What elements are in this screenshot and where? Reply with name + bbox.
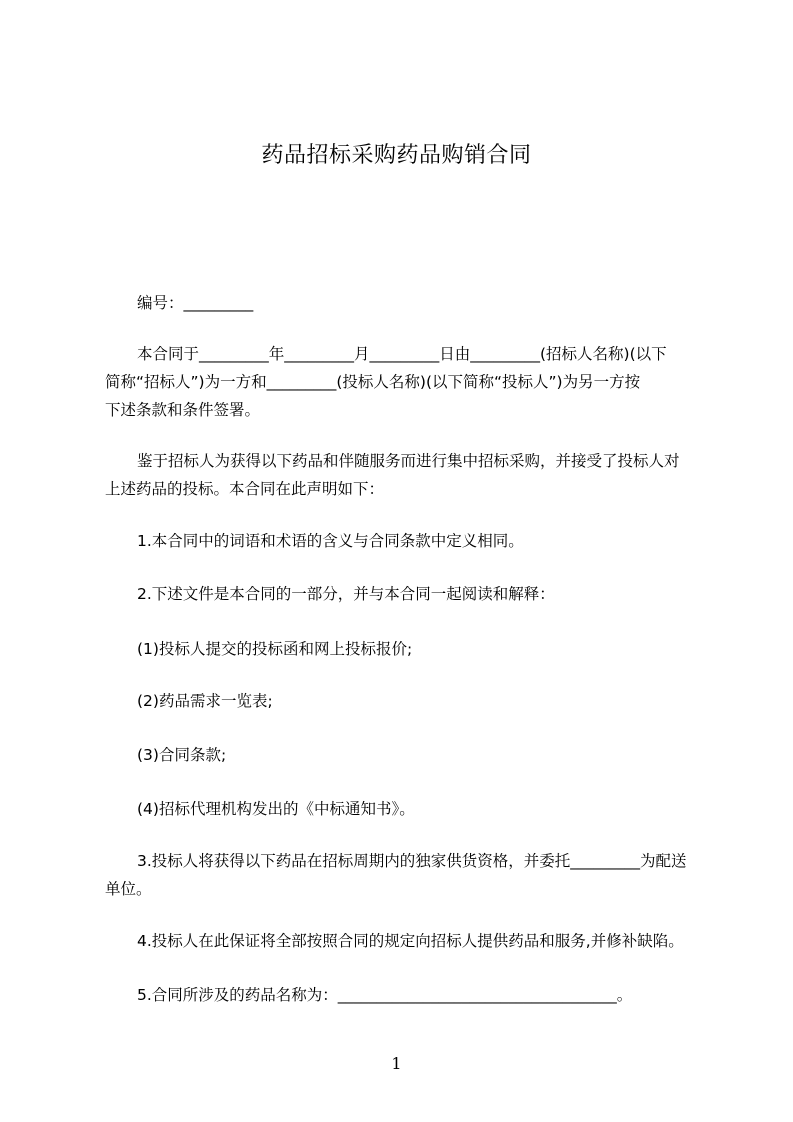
clause-1: 1.本合同中的词语和术语的含义与合同条款中定义相同。 <box>137 532 524 550</box>
contract-number-line: 编号：_________ <box>137 294 254 312</box>
clause-3-line-2: 单位。 <box>105 880 152 898</box>
clause-2: 2.下述文件是本合同的一部分，并与本合同一起阅读和解释： <box>137 585 555 603</box>
clause-3-line-1: 3.投标人将获得以下药品在招标周期内的独家供货资格，并委托_________为配送 <box>137 852 687 870</box>
clause-5: 5.合同所涉及的药品名称为：____________________________________。 <box>137 986 633 1004</box>
clause-2-item-2: (2)药品需求一览表; <box>137 692 273 710</box>
paragraph-intro-line-3: 下述条款和条件签署。 <box>105 401 261 419</box>
paragraph-intro-line-1: 本合同于_________年_________月_________日由_________(招标人名称)(以下 <box>137 345 667 363</box>
paragraph-whereas-line-1: 鉴于招标人为获得以下药品和伴随服务而进行集中招标采购，并接受了投标人对 <box>137 452 680 470</box>
clause-4: 4.投标人在此保证将全部按照合同的规定向招标人提供药品和服务,并修补缺陷。 <box>137 932 684 950</box>
clause-2-item-4: (4)招标代理机构发出的《中标通知书》。 <box>137 800 415 818</box>
page-number: 1 <box>391 1054 402 1073</box>
paragraph-whereas-line-2: 上述药品的投标。本合同在此声明如下： <box>105 480 385 498</box>
paragraph-intro-line-2: 简称“招标人”)为一方和_________(投标人名称)(以下简称“投标人”)为另一方按 <box>105 373 641 391</box>
document-title: 药品招标采购药品购销合同 <box>261 143 532 168</box>
clause-2-item-1: (1)投标人提交的投标函和网上投标报价; <box>137 640 413 658</box>
clause-2-item-3: (3)合同条款; <box>137 746 227 764</box>
